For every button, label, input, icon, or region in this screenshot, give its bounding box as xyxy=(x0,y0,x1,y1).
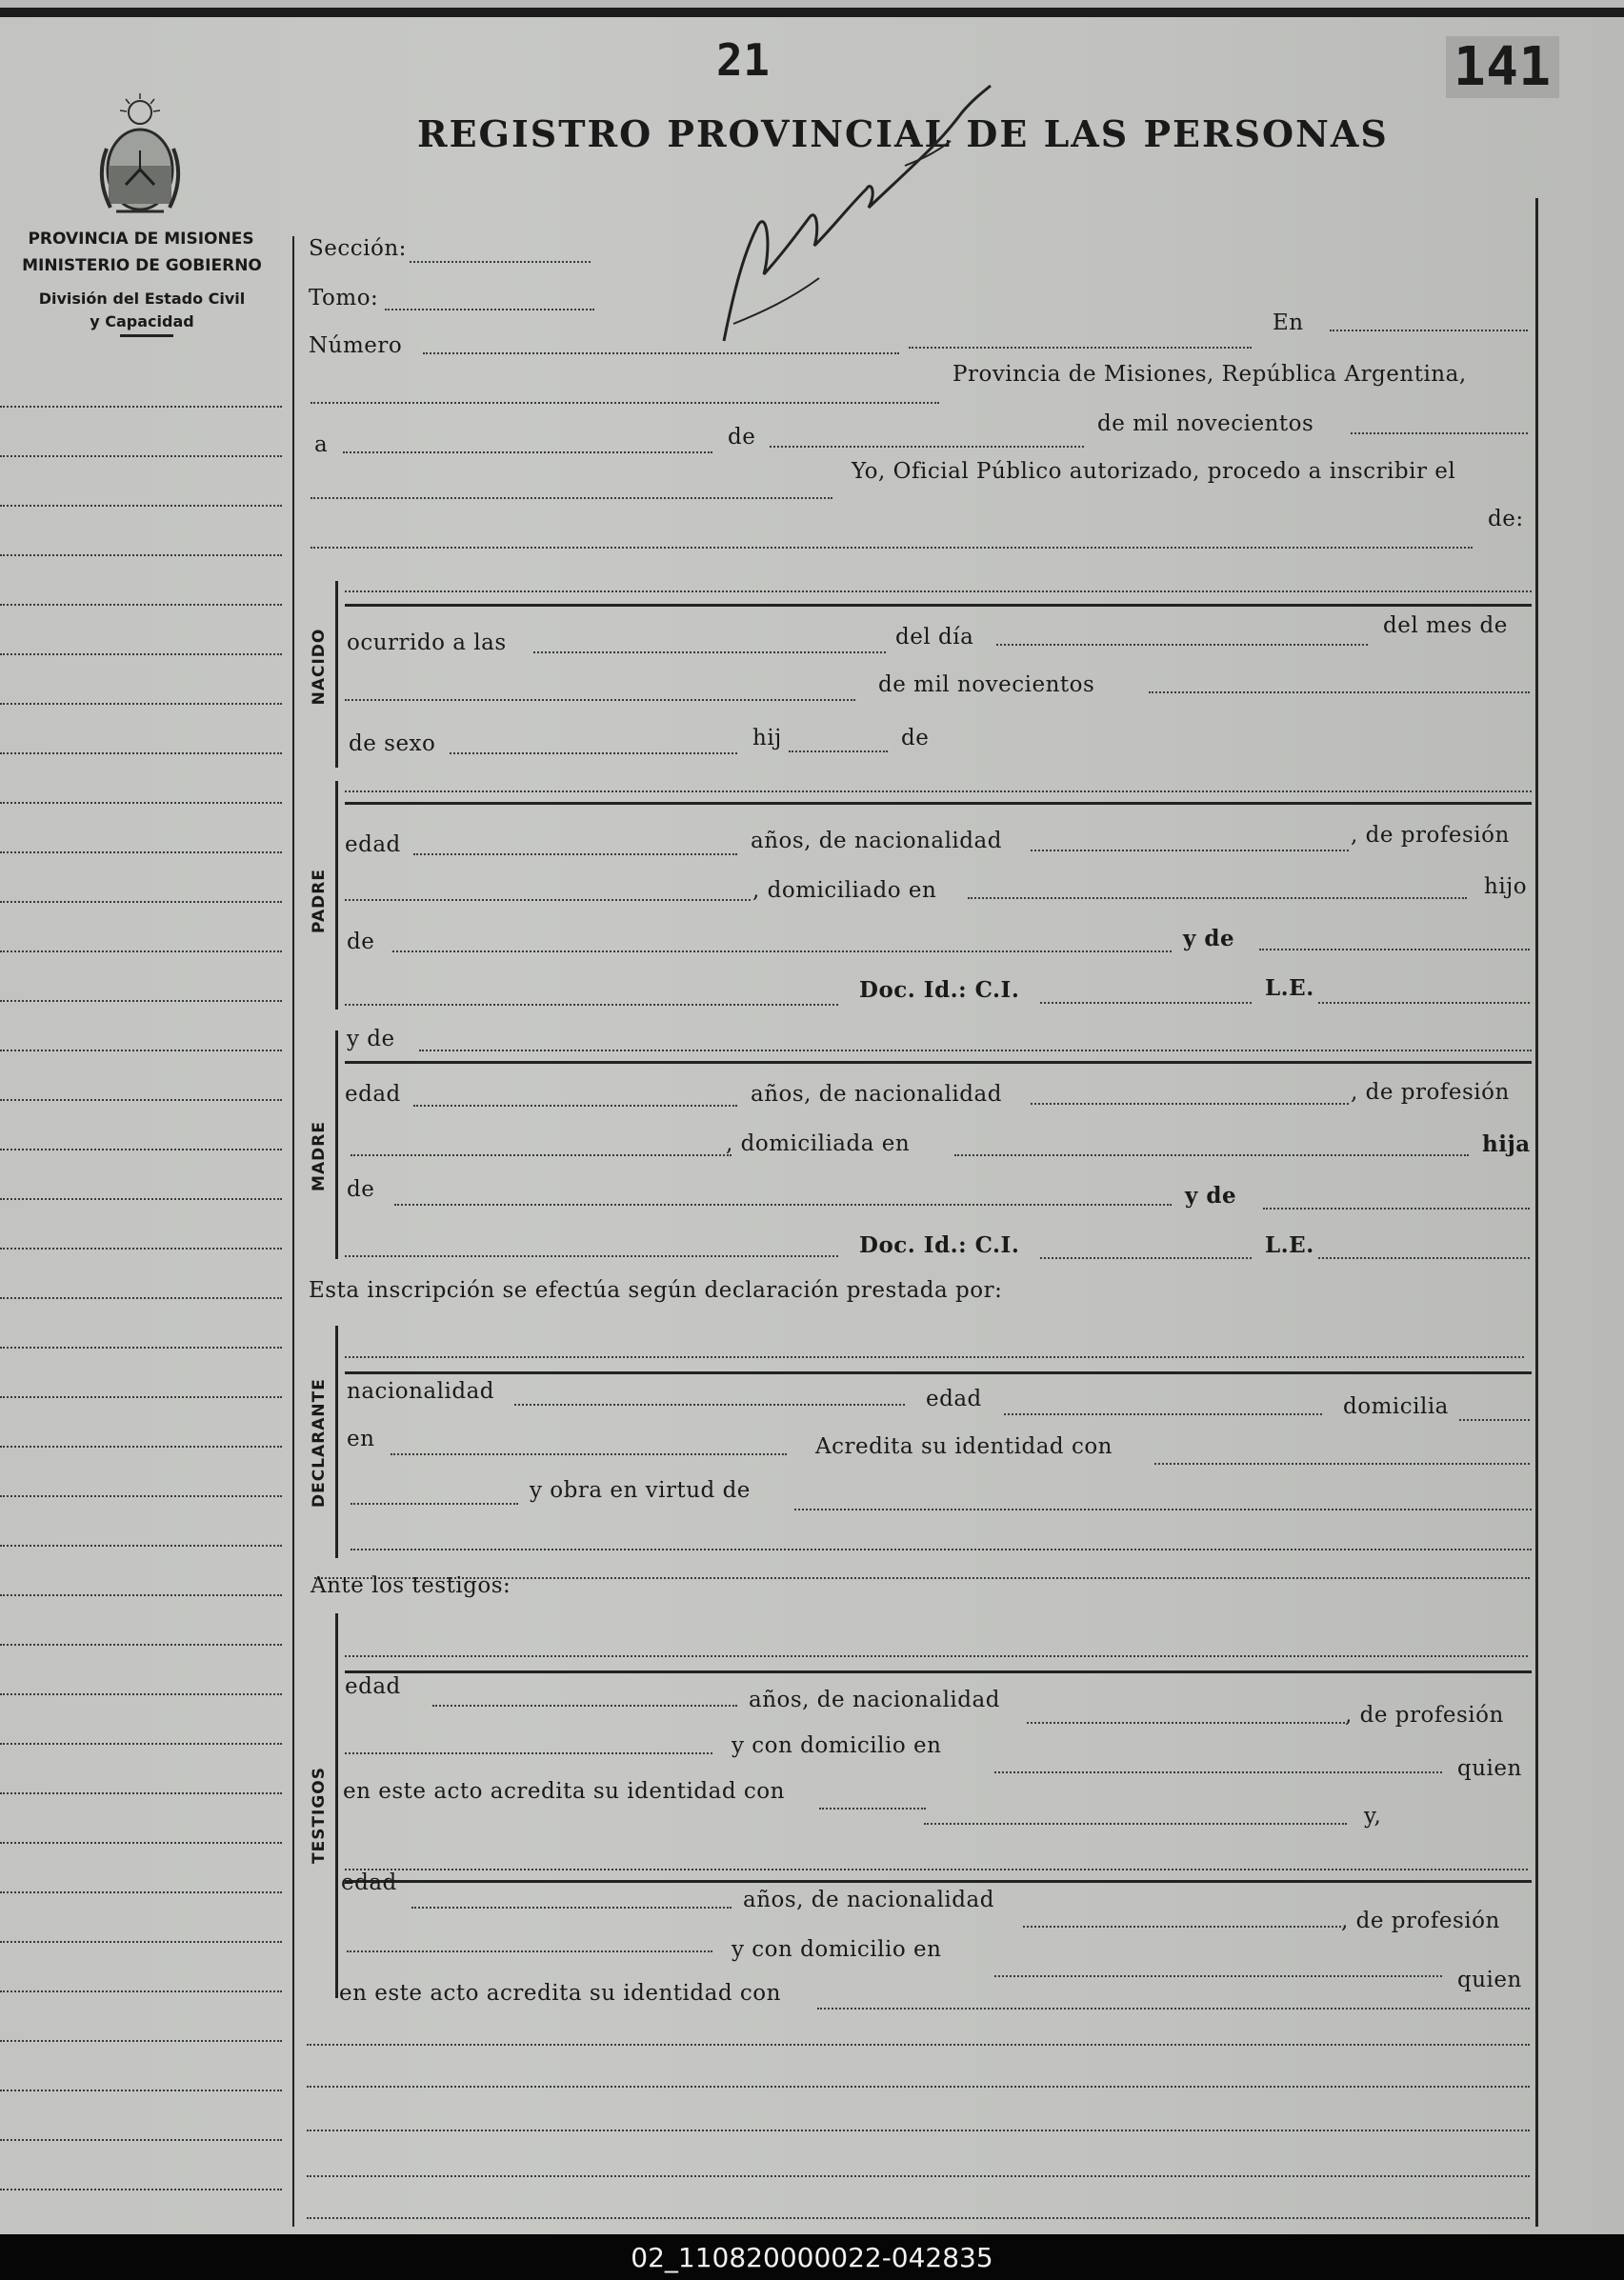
padre-name-field[interactable] xyxy=(345,790,1532,792)
declarante-acredita-field[interactable] xyxy=(1154,1463,1530,1465)
left-ruled-line[interactable] xyxy=(0,1792,282,1794)
sexo-field[interactable] xyxy=(450,752,737,754)
left-ruled-line[interactable] xyxy=(0,455,282,457)
testigo1-edad-field[interactable] xyxy=(432,1705,737,1707)
left-ruled-line[interactable] xyxy=(0,1693,282,1695)
declarante-nac-field[interactable] xyxy=(514,1404,905,1406)
left-ruled-line[interactable] xyxy=(0,2189,282,2190)
left-ruled-line[interactable] xyxy=(0,1446,282,1448)
testigo2-name-field[interactable] xyxy=(345,1869,1528,1870)
madre-side-label: MADRE xyxy=(310,1121,329,1191)
nacido-de-label: de xyxy=(901,726,930,750)
a-label: a xyxy=(314,432,329,457)
madre-ci-field[interactable] xyxy=(1040,1257,1252,1259)
left-ruled-line[interactable] xyxy=(0,1000,282,1002)
declarante-acredita-label: Acredita su identidad con xyxy=(815,1434,1113,1459)
yo-oficial-label: Yo, Oficial Público autorizado, procedo a inscribir el xyxy=(852,459,1456,484)
padre-abuela-field[interactable] xyxy=(1259,949,1530,950)
office-line-4: y Capacidad xyxy=(90,312,194,330)
folio-number: 141 xyxy=(1446,36,1559,98)
left-ruled-line[interactable] xyxy=(0,1594,282,1596)
nacido-name-rule xyxy=(345,604,1532,607)
madre-name-rule xyxy=(345,1061,1532,1064)
declarante-obra-label: y obra en virtud de xyxy=(530,1478,751,1503)
left-ruled-line[interactable] xyxy=(0,1099,282,1101)
right-border xyxy=(1535,198,1538,2227)
declarante-domicilia-label: domicilia xyxy=(1343,1394,1449,1419)
left-ruled-line[interactable] xyxy=(0,505,282,507)
provincia-label: Provincia de Misiones, República Argentina, xyxy=(952,362,1467,387)
testigo2-prof-field[interactable] xyxy=(347,1950,712,1952)
left-ruled-line[interactable] xyxy=(0,1297,282,1299)
testigo1-prof-label: , de profesión xyxy=(1345,1703,1504,1728)
declarante-intro: Esta inscripción se efectúa según declaración prestada por: xyxy=(309,1278,1003,1303)
page-title: REGISTRO PROVINCIAL DE LAS PERSONAS xyxy=(417,112,1389,155)
sexo-label: de sexo xyxy=(349,731,436,756)
declarante-en-label: en xyxy=(347,1427,375,1451)
padre-prof-label: , de profesión xyxy=(1351,823,1510,848)
padre-nac-field[interactable] xyxy=(1031,850,1349,851)
left-ruled-line[interactable] xyxy=(0,1891,282,1893)
padre-abuelo-field[interactable] xyxy=(392,950,1172,952)
declarante-domicilia-field[interactable] xyxy=(1459,1419,1530,1421)
testigo1-anos-label: años, de nacionalidad xyxy=(749,1688,1000,1712)
declarante-extra-field[interactable] xyxy=(351,1549,1532,1550)
main-divider xyxy=(292,236,294,2227)
madre-prof-label: , de profesión xyxy=(1351,1080,1510,1105)
left-ruled-line[interactable] xyxy=(0,406,282,408)
testigos-intro: Ante los testigos: xyxy=(311,1573,511,1598)
declarante-edad-label: edad xyxy=(926,1387,982,1411)
testigo2-domicilio-label: y con domicilio en xyxy=(732,1937,942,1962)
testigo2-domicilio-field[interactable] xyxy=(994,1975,1442,1977)
en-label: En xyxy=(1273,310,1304,335)
inscribir-field[interactable] xyxy=(311,547,1473,549)
ocurrido-label: ocurrido a las xyxy=(347,630,507,655)
del-dia-label: del día xyxy=(895,625,974,650)
office-underline xyxy=(120,334,173,337)
madre-edad-label: edad xyxy=(345,1082,401,1107)
testigo2-acredita-label: en este acto acredita su identidad con xyxy=(339,1981,781,2006)
padre-ci-field[interactable] xyxy=(1040,1002,1252,1004)
left-ruled-line[interactable] xyxy=(0,1743,282,1745)
madre-abuelo-field[interactable] xyxy=(394,1204,1172,1206)
hora-field[interactable] xyxy=(533,651,886,653)
madre-anos-label: años, de nacionalidad xyxy=(751,1082,1002,1107)
testigo1-domicilio-label: y con domicilio en xyxy=(732,1733,942,1758)
left-ruled-line[interactable] xyxy=(0,1941,282,1943)
madre-domicilio-label: , domiciliada en xyxy=(726,1131,911,1156)
coat-of-arms-icon xyxy=(88,91,192,225)
testigos-side-label: TESTIGOS xyxy=(310,1766,329,1865)
madre-hija-label: hija xyxy=(1482,1131,1531,1157)
left-ruled-line[interactable] xyxy=(0,1545,282,1547)
testigo2-prof-label: , de profesión xyxy=(1341,1909,1500,1933)
left-ruled-line[interactable] xyxy=(0,1347,282,1349)
madre-y-de-top-label: y de xyxy=(347,1027,395,1051)
office-line-3: División del Estado Civil xyxy=(38,290,246,308)
left-ruled-line[interactable] xyxy=(0,703,282,705)
madre-doc-pre-field[interactable] xyxy=(345,1255,838,1257)
madre-edad-field[interactable] xyxy=(413,1105,737,1107)
left-ruled-line[interactable] xyxy=(0,1644,282,1646)
tomo-label: Tomo: xyxy=(309,286,379,310)
madre-de-label: de xyxy=(347,1177,375,1202)
nacido-name-field[interactable] xyxy=(345,590,1532,592)
tomo-field[interactable] xyxy=(385,309,594,310)
padre-prof-field[interactable] xyxy=(345,899,751,901)
left-ruled-line[interactable] xyxy=(0,802,282,804)
left-ruled-line[interactable] xyxy=(0,604,282,606)
nacido-mil-label: de mil novecientos xyxy=(878,672,1095,697)
declarante-edad-field[interactable] xyxy=(1004,1413,1322,1415)
seccion-label: Sección: xyxy=(309,236,407,261)
left-ruled-line[interactable] xyxy=(0,653,282,655)
madre-le-label: L.E. xyxy=(1265,1232,1314,1258)
en-field[interactable] xyxy=(1330,330,1528,331)
padre-domicilio-field[interactable] xyxy=(968,897,1467,899)
left-ruled-line[interactable] xyxy=(0,851,282,853)
year-field[interactable] xyxy=(1351,432,1528,434)
declarante-en-field[interactable] xyxy=(391,1453,787,1455)
testigo2-acredita-field[interactable] xyxy=(817,2008,1530,2010)
declarante-pre-obra-field[interactable] xyxy=(351,1503,518,1505)
padre-domicilio-label: , domiciliado en xyxy=(752,878,937,903)
madre-domicilio-field[interactable] xyxy=(954,1154,1469,1156)
testigo1-name-rule xyxy=(345,1670,1532,1673)
madre-nac-field[interactable] xyxy=(1031,1103,1349,1105)
testigo1-nac-field[interactable] xyxy=(1027,1722,1345,1724)
nacido-side-label: NACIDO xyxy=(310,628,329,706)
madre-bracket xyxy=(335,1030,338,1259)
madre-name-field[interactable] xyxy=(419,1050,1532,1051)
padre-le-field[interactable] xyxy=(1318,1002,1530,1004)
declarante-side-label: DECLARANTE xyxy=(310,1378,329,1508)
testigo1-quien-label: quien xyxy=(1457,1756,1522,1781)
left-ruled-line[interactable] xyxy=(0,1396,282,1398)
testigo2-anos-label: años, de nacionalidad xyxy=(743,1888,994,1912)
hij-field[interactable] xyxy=(789,750,888,752)
de-label: de xyxy=(728,425,756,450)
declarante-obra-field[interactable] xyxy=(794,1509,1532,1510)
month-field[interactable] xyxy=(770,446,1084,448)
nacido-bracket xyxy=(335,581,338,768)
testigo2-nac-field[interactable] xyxy=(1023,1926,1341,1928)
hij-label: hij xyxy=(752,726,782,750)
scan-code: 02_110820000022-042835 xyxy=(631,2242,993,2273)
testigo1-domicilio-field[interactable] xyxy=(994,1771,1442,1773)
handwritten-signature xyxy=(705,74,1010,360)
left-ruled-line[interactable] xyxy=(0,1149,282,1150)
left-ruled-line[interactable] xyxy=(0,2139,282,2141)
dia-field[interactable] xyxy=(996,644,1368,646)
padre-anos-label: años, de nacionalidad xyxy=(751,829,1002,853)
testigo1-y-label: y, xyxy=(1364,1804,1382,1829)
declarante-nac-label: nacionalidad xyxy=(347,1379,495,1404)
padre-edad-label: edad xyxy=(345,832,401,857)
left-ruled-line[interactable] xyxy=(0,1198,282,1200)
left-ruled-line[interactable] xyxy=(0,950,282,952)
a-field[interactable] xyxy=(343,451,712,453)
scan-footer xyxy=(0,2234,1624,2280)
testigo2-edad-field[interactable] xyxy=(411,1907,732,1909)
seccion-field[interactable] xyxy=(410,261,591,263)
padre-side-label: PADRE xyxy=(310,869,329,933)
page-number: 21 xyxy=(716,34,771,86)
left-ruled-line[interactable] xyxy=(0,1495,282,1497)
left-ruled-line[interactable] xyxy=(0,1050,282,1051)
declarante-name-rule xyxy=(345,1371,1532,1374)
office-line-2: MINISTERIO DE GOBIERNO xyxy=(22,256,262,275)
form-page xyxy=(0,8,1624,2234)
testigo1-acredita-label: en este acto acredita su identidad con xyxy=(343,1779,785,1804)
padre-hijo-label: hijo xyxy=(1484,874,1528,899)
trailing-line-5[interactable] xyxy=(307,2217,1530,2219)
testigo2-edad-label: edad xyxy=(341,1870,397,1895)
left-ruled-line[interactable] xyxy=(0,2040,282,2042)
padre-de-label: de xyxy=(347,930,375,954)
numero-field[interactable] xyxy=(423,352,899,354)
office-line-1: PROVINCIA DE MISIONES xyxy=(28,230,254,249)
padre-edad-field[interactable] xyxy=(413,853,737,855)
de-colon-label: de: xyxy=(1488,507,1524,531)
trailing-line-3[interactable] xyxy=(307,2130,1530,2131)
madre-prof-field[interactable] xyxy=(351,1154,732,1156)
padre-le-label: L.E. xyxy=(1265,975,1314,1001)
left-ruled-line[interactable] xyxy=(0,1248,282,1250)
trailing-line-2[interactable] xyxy=(307,2086,1530,2088)
testigo1-name-field[interactable] xyxy=(345,1655,1528,1657)
padre-y-de-label: y de xyxy=(1183,926,1235,951)
pre-yo-field[interactable] xyxy=(311,497,832,499)
testigo1-acredita-field-2[interactable] xyxy=(924,1823,1347,1825)
trailing-line-4[interactable] xyxy=(307,2175,1530,2177)
testigo2-name-rule xyxy=(345,1880,1532,1883)
top-edge xyxy=(0,8,1624,17)
de-mil-label: de mil novecientos xyxy=(1097,411,1314,436)
testigo1-prof-field[interactable] xyxy=(345,1752,712,1754)
madre-doc-label: Doc. Id.: C.I. xyxy=(859,1232,1020,1258)
left-ruled-line[interactable] xyxy=(0,1990,282,1992)
numero-label: Número xyxy=(309,333,403,358)
declarante-name-field[interactable] xyxy=(345,1356,1524,1358)
left-ruled-line[interactable] xyxy=(0,901,282,903)
mes-field[interactable] xyxy=(345,699,855,701)
declarante-bracket xyxy=(335,1326,338,1558)
madre-abuela-field[interactable] xyxy=(1263,1208,1530,1210)
padre-doc-label: Doc. Id.: C.I. xyxy=(859,977,1020,1003)
madre-y-de-label: y de xyxy=(1185,1183,1237,1209)
left-ruled-line[interactable] xyxy=(0,752,282,754)
padre-doc-pre-field[interactable] xyxy=(345,1004,838,1006)
place-field[interactable] xyxy=(311,402,939,404)
left-ruled-line[interactable] xyxy=(0,1842,282,1844)
del-mes-label: del mes de xyxy=(1383,613,1508,638)
numero-field-2[interactable] xyxy=(909,347,1252,349)
padre-name-rule xyxy=(345,802,1532,805)
left-ruled-line[interactable] xyxy=(0,554,282,556)
testigos-bracket xyxy=(335,1613,338,1998)
testigo1-acredita-field[interactable] xyxy=(819,1808,926,1810)
nacido-year-field[interactable] xyxy=(1149,691,1530,693)
padre-bracket xyxy=(335,781,338,1010)
left-ruled-line[interactable] xyxy=(0,2090,282,2091)
madre-le-field[interactable] xyxy=(1318,1257,1530,1259)
testigo1-edad-label: edad xyxy=(345,1674,401,1699)
testigo2-quien-label: quien xyxy=(1457,1968,1522,1992)
trailing-line-1[interactable] xyxy=(307,2044,1530,2046)
